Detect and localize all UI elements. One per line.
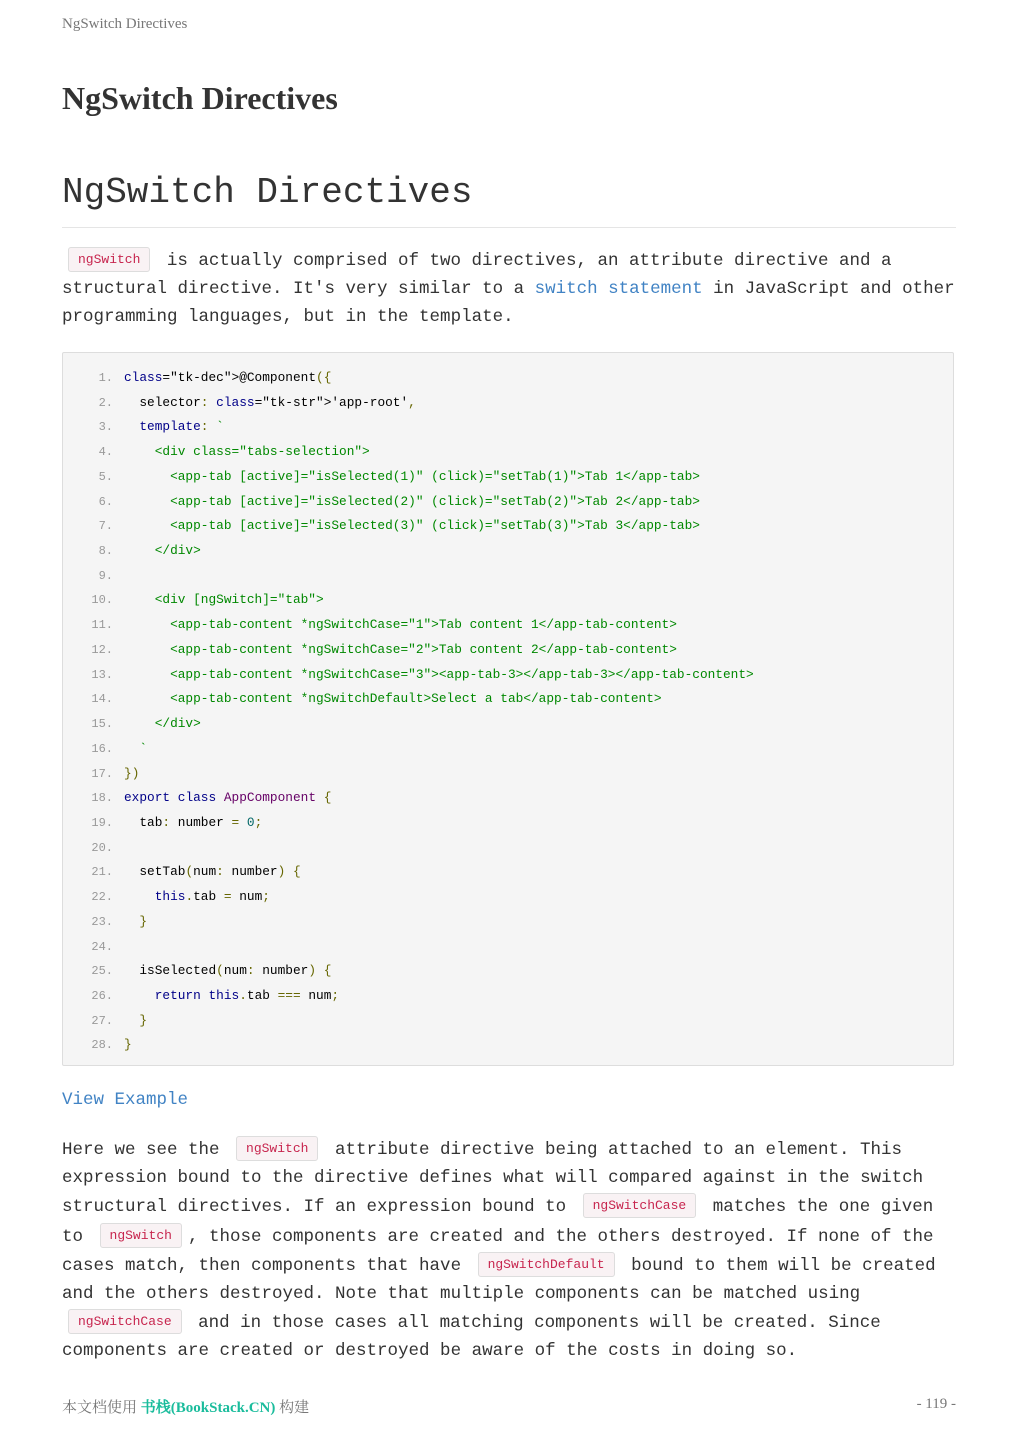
inline-code: ngSwitchCase [583, 1193, 697, 1218]
line-number: 15. [91, 717, 113, 732]
explanation-text: matches the one given to [62, 1197, 934, 1247]
line-number: 16. [91, 741, 113, 756]
code-line [63, 588, 953, 613]
code-line [63, 860, 953, 885]
explanation-text: and in those cases all matching components will be created. Since components are created or destroyed be aware of the costs in doing so. [62, 1313, 881, 1362]
code-text: } [139, 1012, 148, 1028]
code-line [63, 440, 953, 465]
page-number: - 119 - [916, 1396, 956, 1412]
line-number: 5. [98, 469, 113, 484]
line-number: 24. [91, 939, 113, 954]
switch-statement-link[interactable]: switch statement [534, 279, 703, 300]
code-text: isSelected(num: number) { [124, 963, 332, 979]
code-text: </div> [124, 716, 201, 732]
inline-code: ngSwitchCase [68, 1309, 182, 1334]
line-number: 26. [91, 988, 113, 1003]
line-number: 17. [91, 766, 113, 781]
code-text: <app-tab [active]="isSelected(2)" (click)="setTab(2)">Tab 2</app-tab> [124, 493, 700, 509]
code-line [63, 1033, 953, 1058]
code-text: </div> [124, 543, 201, 559]
code-text: } [139, 913, 148, 929]
inline-code: ngSwitch [236, 1136, 318, 1161]
line-number: 18. [91, 791, 113, 806]
code-block [62, 352, 954, 1066]
code-line [63, 1009, 953, 1034]
inline-code: ngSwitch [68, 247, 150, 272]
line-number: 23. [91, 914, 113, 929]
line-number: 27. [91, 1013, 113, 1028]
section-heading: NgSwitch Directives [62, 172, 956, 228]
code-line [63, 687, 953, 712]
code-line [63, 786, 953, 811]
code-line [63, 935, 953, 960]
code-line [63, 885, 953, 910]
line-number: 11. [91, 618, 113, 633]
line-number: 12. [91, 642, 113, 657]
footer-prefix: 本文档使用 [62, 1400, 141, 1416]
line-number: 20. [91, 840, 113, 855]
explanation-text: Here we see the [62, 1140, 231, 1160]
code-text: class="tk-dec">@Component({ [124, 370, 332, 385]
code-text: setTab(num: number) { [124, 864, 301, 880]
code-line [63, 811, 953, 836]
line-number: 10. [91, 593, 113, 608]
code-line [63, 638, 953, 663]
line-number: 9. [98, 568, 113, 583]
intro-text: in JavaScript and other programming languages, but in the template. [62, 279, 955, 328]
line-number: 7. [98, 519, 113, 534]
code-text: <app-tab-content *ngSwitchDefault>Select a tab</app-tab-content> [124, 691, 662, 707]
code-text: return this.tab === num; [154, 987, 340, 1003]
running-header: NgSwitch Directives [62, 16, 188, 32]
code-line [63, 712, 953, 737]
explanation-text: , those components are created and the others destroyed. If none of the cases match, then components that have [62, 1226, 934, 1276]
code-text: } [124, 1037, 132, 1053]
code-text: tab: number = 0; [124, 814, 263, 830]
code-text: <app-tab-content *ngSwitchCase="3"><app-tab-3></app-tab-3></app-tab-content> [124, 666, 754, 682]
code-line [63, 465, 953, 490]
code-line [63, 663, 953, 688]
explanation-paragraph [62, 1135, 956, 1366]
code-line [63, 959, 953, 984]
line-number: 2. [98, 395, 113, 410]
code-text: <div class="tabs-selection"> [124, 444, 370, 460]
code-line [63, 490, 953, 515]
code-text: this.tab = num; [154, 889, 270, 905]
intro-text: is actually comprised of two directives, an attribute directive and a structural directive. It's very similar to a [62, 251, 892, 300]
line-number: 8. [98, 544, 113, 559]
line-number: 22. [91, 890, 113, 905]
line-number: 4. [98, 445, 113, 460]
line-number: 28. [91, 1038, 113, 1053]
line-number: 21. [91, 865, 113, 880]
code-line [63, 391, 953, 416]
code-line [63, 564, 953, 589]
inline-code: ngSwitchDefault [478, 1252, 615, 1277]
line-number: 6. [98, 494, 113, 509]
page-title: NgSwitch Directives [62, 80, 338, 116]
intro-paragraph [62, 246, 956, 332]
code-text: ` [139, 740, 148, 756]
inline-code: ngSwitch [100, 1223, 182, 1248]
code-line [63, 836, 953, 861]
code-text: template: ` [139, 419, 224, 435]
footer-suffix: 构建 [275, 1400, 310, 1416]
code-text: <app-tab [active]="isSelected(1)" (click)="setTab(1)">Tab 1</app-tab> [124, 468, 700, 484]
code-line [63, 737, 953, 762]
footer-brand[interactable]: 书栈(BookStack.CN) [140, 1400, 276, 1416]
line-number: 25. [91, 964, 113, 979]
code-text: }) [124, 765, 140, 781]
line-number: 19. [91, 815, 113, 830]
code-line [63, 613, 953, 638]
line-number: 3. [98, 420, 113, 435]
code-line [63, 984, 953, 1009]
line-number: 1. [98, 371, 113, 385]
code-line [63, 415, 953, 440]
code-text: selector: class="tk-str">'app-root', [124, 394, 416, 410]
code-line [63, 539, 953, 564]
explanation-text: attribute directive being attached to an element. This expression bound to the directive defines what will compared against in the switch structural directives. If an expression bound to [62, 1140, 924, 1218]
code-text: <app-tab [active]="isSelected(3)" (click)="setTab(3)">Tab 3</app-tab> [124, 518, 700, 534]
code-text: export class AppComponent { [124, 790, 332, 806]
footer-credit [62, 1396, 309, 1417]
code-line [63, 366, 953, 391]
explanation-text: bound to them will be created and the others destroyed. Note that multiple components can be matched using [62, 1255, 936, 1305]
code-line [63, 514, 953, 539]
code-text: <div [ngSwitch]="tab"> [124, 592, 324, 608]
code-line [63, 910, 953, 935]
line-number: 13. [91, 667, 113, 682]
view-example-link[interactable]: View Example [62, 1090, 189, 1110]
code-text: <app-tab-content *ngSwitchCase="2">Tab content 2</app-tab-content> [124, 641, 677, 657]
line-number: 14. [91, 692, 113, 707]
code-text: <app-tab-content *ngSwitchCase="1">Tab content 1</app-tab-content> [124, 617, 677, 633]
code-line [63, 762, 953, 787]
